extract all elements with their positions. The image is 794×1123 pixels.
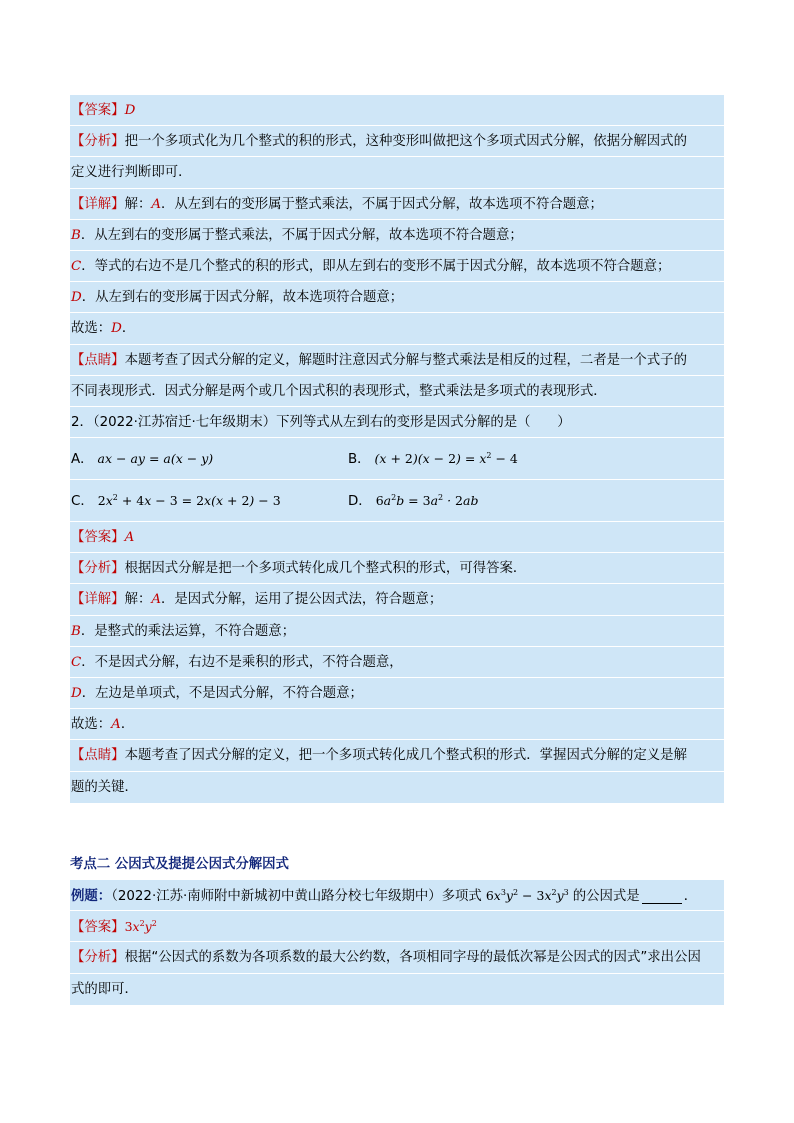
analysis-line-2a: 【分析】根据因式分解是把一个多项式转化成几个整式积的形式，可得答案． — [70, 553, 724, 584]
solution-block-3 — [70, 880, 724, 1005]
analysis-line-2: 定义进行判断即可． — [70, 157, 724, 188]
detail-line-2a: 【详解】解：A．是因式分解，运用了提公因式法，符合题意； — [70, 584, 724, 615]
analysis-line-1: 【分析】把一个多项式化为几个整式的积的形式，这种变形叫做把这个多项式因式分解，依据分解因式的 — [70, 126, 724, 157]
detail-line-a: 【详解】解：A．从左到右的变形属于整式乘法，不属于因式分解，故本选项不符合题意； — [70, 189, 724, 220]
point-line-2a: 【点睛】本题考查了因式分解的定义，把一个多项式转化成几个整式积的形式．掌握因式分解的定义是解 — [70, 740, 724, 771]
point-line-2: 不同表现形式．因式分解是两个或几个因式积的表现形式，整式乘法是多项式的表现形式． — [70, 376, 724, 407]
answer-line-3: 【答案】$3x^2y^2$ — [70, 911, 724, 942]
answer-line: 【答案】D — [70, 95, 724, 126]
detail-line-c: C．等式的右边不是几个整式的积的形式，即从左到右的变形不属于因式分解，故本选项不符合题意； — [70, 251, 724, 282]
detail-line-2c: C．不是因式分解，右边不是乘积的形式，不符合题意， — [70, 647, 724, 678]
selection-line: 故选：D． — [70, 313, 724, 344]
detail-line-2b: B．是整式的乘法运算，不符合题意； — [70, 616, 724, 647]
detail-line-d: D．从左到右的变形属于因式分解，故本选项符合题意； — [70, 282, 724, 313]
example-line: 例题：（2022·江苏·南师附中新城初中黄山路分校七年级期中）多项式 $6x^3y^2 - 3x^2y^3$ 的公因式是 ． — [70, 880, 724, 911]
analysis-line-3b: 式的即可． — [71, 981, 138, 997]
answer-line-2: 【答案】A — [70, 522, 724, 553]
option-c: C． $2x^2 + 4x - 3 = 2x(x + 2) - 3$ — [71, 493, 281, 510]
analysis-line-3a: 【分析】根据“公因式的系数为各项系数的最大公约数，各项相同字母的最低次幂是公因式的因式”求出公因 — [70, 942, 724, 973]
solution-block-1 — [70, 95, 724, 803]
options-row-cd — [70, 480, 724, 522]
answer-blank — [642, 889, 682, 904]
question-2: 2．（2022·江苏宿迁·七年级期末）下列等式从左到右的变形是因式分解的是（ ） — [70, 407, 724, 438]
section-title: 考点二 公因式及提提公因式分解因式 — [70, 857, 289, 872]
options-row-ab — [70, 438, 724, 480]
point-line-2b: 题的关键． — [71, 779, 138, 795]
selection-line-2: 故选：A． — [70, 709, 724, 740]
option-a: A． ax − ay = a(x − y) — [71, 451, 214, 468]
detail-line-2d: D．左边是单项式，不是因式分解，不符合题意； — [70, 678, 724, 709]
option-d: D． $6a^2b = 3a^2 \cdot 2ab$ — [348, 493, 479, 510]
point-line-1: 【点睛】本题考查了因式分解的定义，解题时注意因式分解与整式乘法是相反的过程，二者是一个式子的 — [70, 345, 724, 376]
option-b: B． $(x + 2)(x - 2) = x^2 - 4$ — [348, 451, 518, 468]
detail-line-b: B．从左到右的变形属于整式乘法，不属于因式分解，故本选项不符合题意； — [70, 220, 724, 251]
